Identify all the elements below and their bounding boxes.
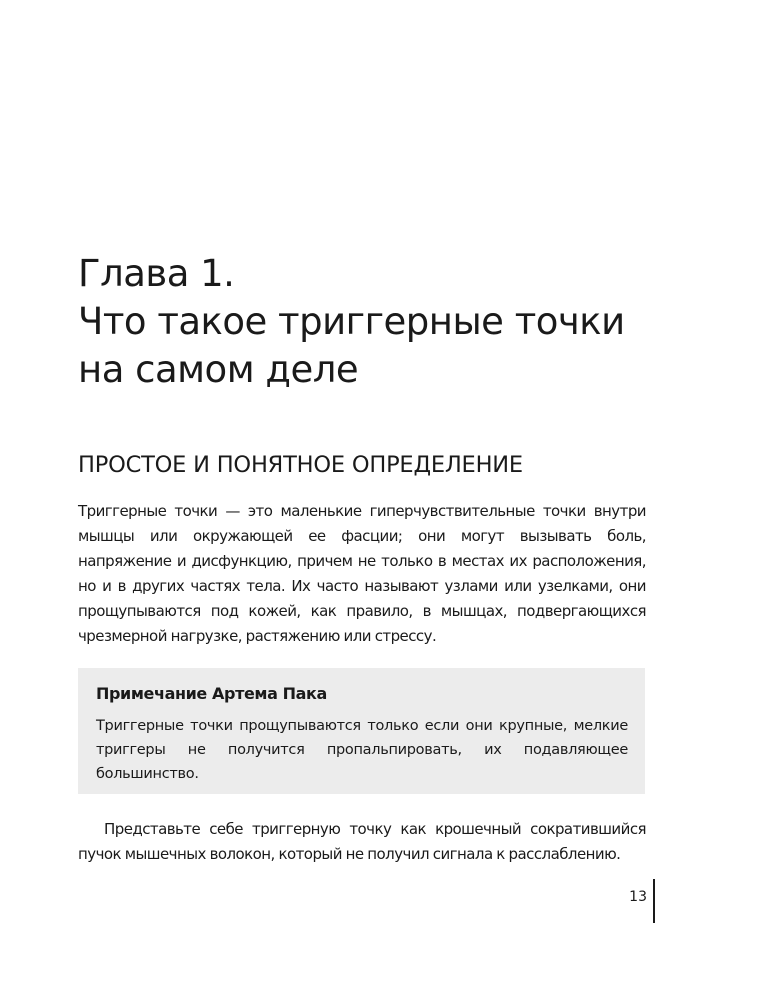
page-number: 13 — [629, 889, 647, 905]
page-number-rule — [653, 879, 655, 923]
chapter-title-line: Глава 1. — [78, 252, 235, 295]
chapter-title — [78, 250, 625, 394]
chapter-title-line: Что такое триггерные точки — [78, 300, 625, 343]
note-box — [78, 668, 645, 794]
note-body: Триггерные точки прощупываются только если они крупные, мелкие триггеры не получится пропальпировать, их подавляющее большинство. — [96, 718, 628, 782]
section-title: ПРОСТОЕ И ПОНЯТНОЕ ОПРЕДЕЛЕНИЕ — [78, 452, 523, 478]
body-paragraph: Триггерные точки — это маленькие гиперчувствительные точки внутри мышцы или окружающей ее фасции; они могут вызывать боль, напряжение и дисфункцию, причем не только в местах их расположения, но и в других частях тела. Их часто называют узлами или узелками, они прощупываются под кожей, как правило, в мышцах, подвергающихся чрезмерной нагрузке, растяжению или стрессу. — [78, 502, 646, 645]
note-title: Примечание Артема Пака — [96, 684, 327, 703]
chapter-title-line: на самом деле — [78, 348, 359, 391]
body-paragraph: Представьте себе триггерную точку как крошечный сократившийся пучок мышечных волокон, который не получил сигнала к расслаблению. — [78, 820, 646, 863]
